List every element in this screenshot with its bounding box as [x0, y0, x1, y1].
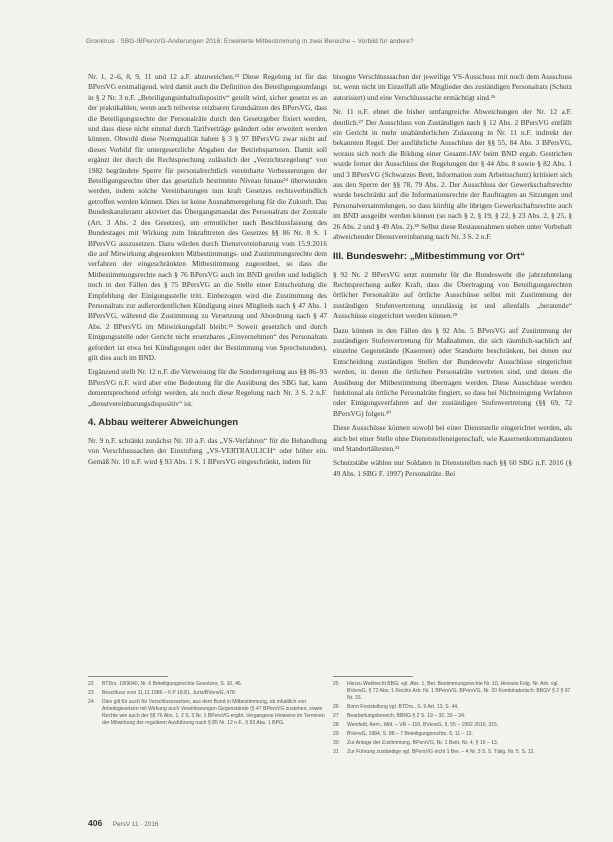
footnote-rule — [333, 676, 413, 677]
footnote-number: 26 — [333, 704, 339, 710]
page-number: 406 — [88, 818, 103, 828]
footnotes-right — [333, 676, 572, 758]
footnote-number: 29 — [333, 731, 339, 737]
body-paragraph: Dazu können in den Fällen des § 92 Abs. 5 BPersVG auf Zustimmung der zuständigen Stufenvertretung für Maßnahmen, die sich räumlich-sachlich auf einzelne Gegenstände (Kasernen) oder Standorte beschränken, bei denen nur Entscheidung zuständigen Stellen der Bundeswehr Ausschüsse eingerichtet werden, in denen die örtlichen Personalräte vertreten sind, und denen die Ausübung der Mitbestimmung übertragen werden. Diese Ausschüsse werden funktional als örtliche Personalräte fingiert, so dass bei Nichteinigung Verfahren oder Einigungsverfahren auf der zuständigen Stufenvertretung (§§ 69, 72 BPersVG) folgen.³⁰ — [333, 325, 572, 418]
footnote-text: Weinfeld, Anm., Mitt. – VR – 116, BVerwG, II, 55 – 1992 2016, 315. — [347, 722, 499, 728]
footnote-number: 23 — [88, 690, 94, 696]
footnote-text: Hierzu Wahlrecht BBG: vgl. Abs. 1, Ber. Bestimmungsrechte Nr. 10, Hinweis Folg. Nr. Arb. vgl. BVerwG, § 72 Abs. 1 Rechts Arb. Nr. 1 BPersVG, BPersVG, Nr. 20 Kombinatorisch: BBGV § 2 § 97 Nr. 33. — [347, 681, 571, 701]
body-paragraph: Schutzstäbe wählen nur Soldaten in Dienststellen nach §§ 60 SBG n.F. 2016 (§ 49 Abs. 1 SBG F. 1997) Personalräte. Bei — [333, 458, 572, 478]
footnote — [88, 681, 327, 688]
footnote-number: 22 — [88, 681, 94, 687]
body-paragraph: § 92 Nr. 2 BPersVG setzt nunmehr für die Bundeswehr die jahrzehntelang Rechtsprechung außer Kraft, dass die Übertragung von Beteiligungsrechten örtlicher Personalräte auf örtliche Ausschüsse selbst mit Zustimmung der zuständigen Stufenvertretung unzulässig ist und allenfalls „beratende“ Ausschüsse eingerichtet werden können.²⁹ — [333, 269, 572, 321]
footnote-number: 30 — [333, 740, 339, 746]
section-heading: 4. Abbau weiterer Abweichungen — [88, 417, 239, 428]
footnote-text: BVerwG, 1984, S. 88 – 7 Beteiligungsrechte. 6, 11 – 13. — [347, 731, 473, 737]
body-paragraph: Diese Ausschüsse können sowohl bei einer Dienststelle eingerichtet werden, als auch bei einer Stelle ohne Dienststelleneigenschaft, wie Kasernenkommandanten und Standortältesten.³¹ — [333, 423, 572, 453]
running-header: Gronimus · SBG-/BPersVG-Änderungen 2016: Erweiterte Mitbestimmung in zwei Bereiche – Vorbild für andere? — [86, 38, 414, 45]
footnotes-left — [88, 676, 327, 729]
footnote — [333, 704, 572, 711]
footnote-text: BTDrs. 18/9040, Nr. 6 Beteiligungsrechte Gesetzes, S. 10, 46. — [102, 681, 243, 687]
footnote — [333, 722, 572, 729]
section-heading: III. Bundeswehr: „Mitbestimmung vor Ort“ — [333, 250, 525, 262]
journal-issue: PersV 11 · 2016 — [112, 821, 159, 828]
footnote-text: Bearbeitungsbereich, BBRG § 2 S. 19 – 32, 33 – 34. — [347, 713, 466, 719]
footnote-text: Zur Anlage der Zustimmung, BPersVG, Nr. 1 Beitr. Nr. 4, § 16 – 13. — [347, 740, 499, 746]
footnote-text: Dies gilt für auch für Verschlusssachen, aus dem Bund in Mitbestimmung, ob inhaltlich von Arbeitsgesetzen mit Wirkung auch Vereinbarungen Gegenstände (§ 47 BPersVG zustehen, sowie Rechte wie auch der §§ 76 Abs. 1, 2 S. 3 Nr. 1 BPersVG ergibt. Vergangene Hinweise im Terminen der Mitwirkung der regulären Ausführung nach § 85 Nr. 12 n.F., § 93 Abs. 1 BPG. — [102, 699, 325, 726]
footnote — [333, 749, 572, 756]
footnote-text: Bonn Feststellung vgl. BTDrs., S. 9 Art. 13, S. 44. — [347, 704, 459, 710]
footnote — [333, 731, 572, 738]
footnote-number: 28 — [333, 722, 339, 728]
footnote-number: 31 — [333, 749, 339, 755]
footnote — [333, 681, 572, 702]
body-paragraph: Nr. 1, 2–6, 8, 9, 11 und 12 a.F. abzuweichen.²³ Diese Regelung ist für das BPersVG erstmaligend, wird damit auch die Definition des Beteiligungsumfangs in § 2 Nr. 3 n.F. „Beteiligungsinhaltsdispositiv“ geteilt wird, sicher gesetzt es an der praktikablen, wenn auch teilweise reizbaren Grundsätzen des BPersVG, dass die Beteiligungsrechte der Personalräte durch den Gesetzgeber fixiert werden, und dass diese nicht einmal durch Tarifverträge geändert oder erweitert werden können. Obwohl diese Normqualität haben § 3 § 97 BPersVG zwar nicht auf dieses Vorbild für untergesetzliche Abgaben der Betriebsparteien. Damit soll ergänzt der durch die Rechtsprechung zulässlich der „Verzichtsregelung“ von 1982 begründete Sperre für personalrechtlich vereinbarte Verbesserungen der Beteiligungsrechte über das gesetzlich bestimmte Niveau hinaus²⁴ überwunden werden, indem solche Vereinbarungen nun kraft Gesetzes rechtsverbindlich getroffen werden können. Dies ist keine Ausnahmeregelung für die Zukunft. Das Bundeskanzleramt aktiviert das Übergangsmandat des Personalrats der Zentrale (Art. 3 Abs. 2 des Gesetzes), um ermutlicher nach Beschlussfassung des Bundestages mit Wirkung zum Inkrafttreten des Gesetzes §§ 86 Nr. 8 S. 1 BPersVG auszusetzen. Dazu würden durch Dienstvereinbarung vom 15.9.2016 die auf Mitwirkung abgesenkten Mitbestimmungs- und Zustimmungsrechte dem verfahren der eingeschränkten Mitbestimmung zugeordnet, so dass die Mitbestimmungsrechte nach § 76 BPersVG auch im BND greifen und lediglich noch in den Fällen des § 75 BPersVG an die Stelle einer Entscheidung die Empfehlung der Einigungsstelle tritt. Einbezogen wird die Zustimmung des Personalrats zur außerordentlichen Kündigung eines Mitglieds nach § 47 Abs. 1 BPersVG, während die Zustimmung zu Versetzung und Abordnung nach § 47 Abs. 2 BPersVG im Mitwirkungsfall bleibt.²⁵ Soweit gesetzlich und durch Einigungsstelle oder Gericht nicht ersetzbares „Einvernehmen“ des Personalrats gefordert ist etwa bei Kündigungen oder der Bestimmung von Sprechstunden), gilt dies auch im BND. — [88, 72, 327, 362]
right-column — [333, 72, 572, 483]
body-paragraph: Nr. 11 n.F. ebnet die bisher umfangreiche Abweichungen der Nr. 12 a.F. deutlich.²⁷ Der Ausschluss von Zuständigen nach § 12 Abs. 2 BPersVG entfällt ein Gericht in mehr unabänderlichen Zulassung in Nr. 11 n.F. indirekt der bekannten Regel. Der ausführliche Ausschluss der §§ 55, 84 Abs. 3 BPersVG, woraus sich noch die Bildung einer Gesamt-JAV beim BND ergab. Gestrichen wurde ferner der Ausschluss der Regelungen der § 44 Abs. 8 sowie § 82 Abs. 1 und 3 BPersVG (Schwarzes Brett, Information zum Arbeitsschutz) kritisiert sich aus den Sperre der §§ 78, 79 Abs. 2. Der Ausschluss der Gewerkschaftsrechte wurde beschränkt auf die Informationsrechte der Rauftragten an Sitzungen und Personalversammlungen, so dass künftig alle übrigen Gewerkschaftsrechte auch im BND ausgeübt werden können (so nach § 2, § 19, § 22, § 23 Abs. 2, § 25, § 26 Abs. 2 und § 49 Abs. 2).²⁸ Selbst diese Restausnahmen stehen unter Vorbehalt abweichender Dienstvereinbarung nach Nr. 3 S. 2 n.F. — [333, 107, 572, 242]
footnote-text: Beschluss vom 11.11.1986 – 6 P 18.81, Juris/BVerwG, 478. — [102, 690, 237, 696]
footnote-text: Zur Führung zuständige vgl. BPersVG nicht 1 Ber. – 4 Nr. 3 S. 5, Tätig. Nr. 5. S. 12. — [347, 749, 535, 755]
footnote — [333, 740, 572, 747]
footnote-number: 27 — [333, 713, 339, 719]
footnote — [88, 699, 327, 727]
footnote-number: 24 — [88, 699, 94, 705]
footnote — [333, 713, 572, 720]
page-footer — [88, 818, 158, 828]
body-paragraph: Nr. 9 n.F. schränkt zunächst Nr. 10 a.F. das „VS-Verfahren“ für die Behandlung von Verschlusssachen der Einstufung „VS-VERTRAULICH“ oder höher ein. Gemäß Nr. 10 n.F. wird § 93 Abs. 1 S. 1 BPersVG eingeschränkt, indem für — [88, 436, 327, 466]
left-column — [88, 72, 327, 471]
body-paragraph: Ergänzend stellt Nr. 12 n.F. die Verweisung für die Sonderregelung aus §§ 86–93 BPersVG n.F. wird aber eine Bedeutung für die Ausübung des SBG hat, kann dementsprechend erfolgt werden, als noch diese Regelung nach Nr. 3 S. 2 n.F. „dienstvereinbarungsdispositiv“ ist. — [88, 367, 327, 408]
footnote-rule — [88, 676, 168, 677]
footnote-number: 25 — [333, 681, 339, 687]
body-paragraph: bisogne Verschlusssachen der jeweilige VS-Ausschuss mit noch dem Ausschuss ist, wenn nicht im Einzelfall alle Mitglieder des zuständigen Personalrats (Schutz autorisiert) und eine Verschlusssache ermächtigt sind.²⁶ — [333, 72, 572, 102]
footnote — [88, 690, 327, 697]
